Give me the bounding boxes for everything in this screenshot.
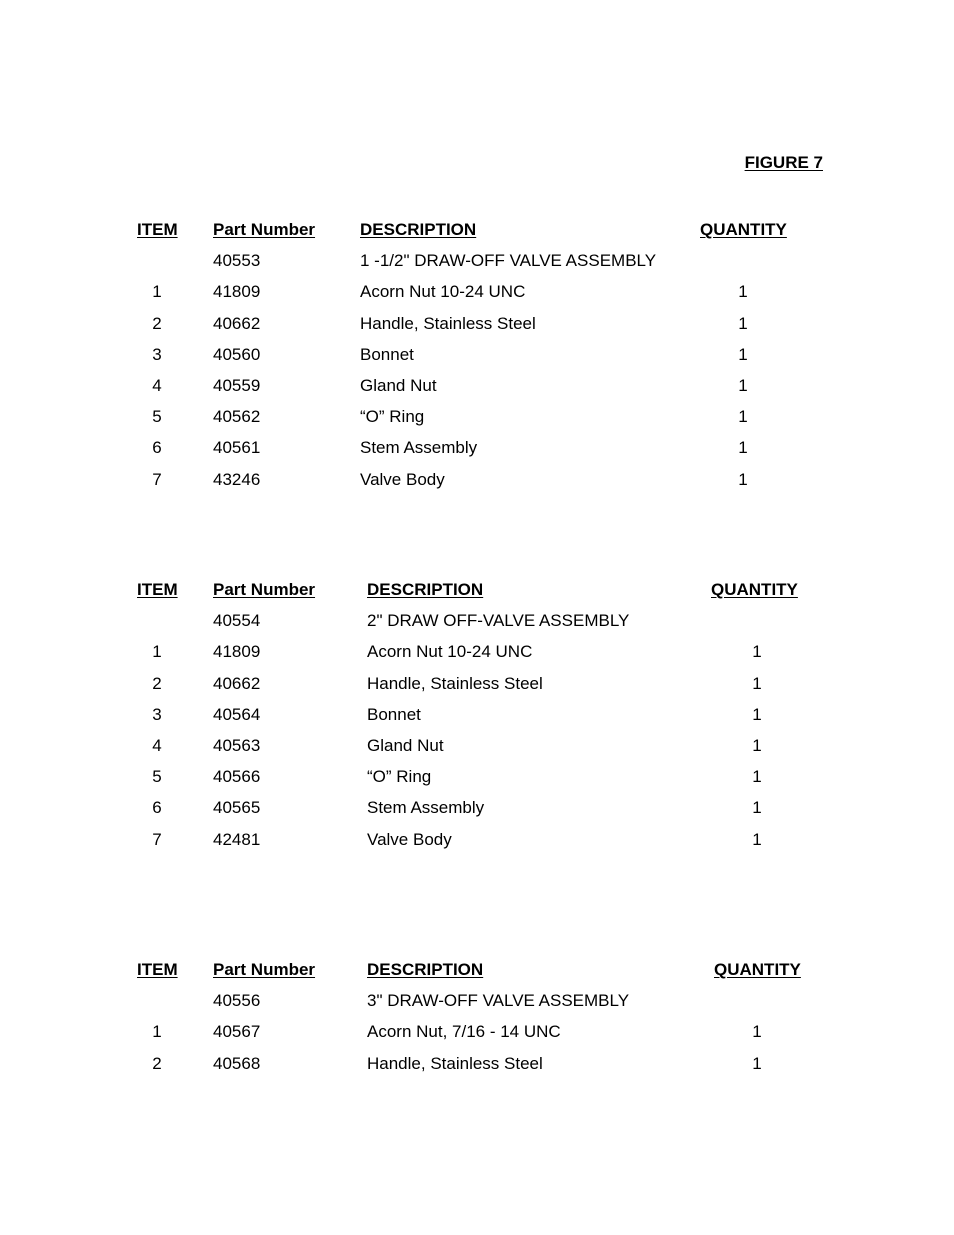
quantity: 1	[738, 313, 748, 333]
part-number: 42481	[213, 829, 261, 849]
header-quantity: QUANTITY	[711, 580, 798, 599]
item-number: 6	[152, 438, 162, 458]
item-number: 3	[152, 704, 162, 724]
description: Handle, Stainless Steel	[360, 313, 536, 333]
description: Gland Nut	[360, 376, 437, 395]
description: “O” Ring	[360, 407, 425, 427]
part-number: 40562	[213, 407, 261, 427]
part-number: 40568	[213, 1053, 261, 1073]
item-number: 2	[152, 313, 162, 333]
header-item: ITEM	[137, 960, 178, 979]
description: Gland Nut	[367, 736, 444, 755]
table-row	[0, 830, 954, 850]
description: Acorn Nut 10-24 UNC	[367, 642, 533, 662]
quantity: 1	[752, 767, 762, 787]
table-row	[0, 314, 954, 334]
item-number: 1	[152, 1022, 162, 1042]
assembly-description: 3" DRAW-OFF VALVE ASSEMBLY	[367, 991, 630, 1011]
quantity: 1	[738, 438, 748, 458]
part-number: 40567	[213, 1022, 261, 1042]
table-row	[0, 642, 954, 662]
quantity: 1	[738, 407, 748, 427]
quantity: 1	[752, 736, 762, 755]
description: Bonnet	[367, 704, 421, 724]
figure-label: FIGURE 7	[744, 153, 823, 172]
table-row	[0, 1022, 954, 1042]
quantity: 1	[752, 1053, 762, 1073]
header-description: DESCRIPTION	[367, 580, 484, 599]
quantity: 1	[738, 344, 748, 364]
header-part-number: Part Number	[213, 580, 316, 599]
quantity: 1	[752, 642, 762, 662]
assembly-part-number: 40553	[213, 251, 261, 271]
part-number: 40662	[213, 673, 261, 693]
header-description: DESCRIPTION	[367, 960, 484, 979]
table-row	[0, 798, 954, 818]
part-number: 40565	[213, 798, 261, 818]
item-number: 5	[152, 407, 162, 427]
header-item: ITEM	[137, 220, 178, 239]
table-row	[0, 282, 954, 302]
header-description: DESCRIPTION	[360, 220, 477, 239]
table-header	[0, 580, 954, 600]
header-quantity: QUANTITY	[714, 960, 801, 979]
description: “O” Ring	[367, 767, 432, 787]
assembly-part-number: 40554	[213, 611, 261, 631]
part-number: 40564	[213, 704, 261, 724]
description: Acorn Nut 10-24 UNC	[360, 282, 526, 302]
part-number: 40662	[213, 313, 261, 333]
description: Bonnet	[360, 344, 414, 364]
part-number: 41809	[213, 282, 261, 302]
description: Acorn Nut, 7/16 - 14 UNC	[367, 1022, 561, 1042]
item-number: 1	[152, 282, 162, 302]
assembly-description: 2" DRAW OFF-VALVE ASSEMBLY	[367, 611, 630, 631]
quantity: 1	[738, 376, 748, 395]
description: Stem Assembly	[360, 438, 478, 458]
table-row	[0, 345, 954, 365]
assembly-row	[0, 991, 954, 1011]
part-number: 41809	[213, 642, 261, 662]
item-number: 5	[152, 767, 162, 787]
description: Stem Assembly	[367, 798, 485, 818]
item-number: 3	[152, 344, 162, 364]
table-row	[0, 376, 954, 396]
header-item: ITEM	[137, 580, 178, 599]
table-row	[0, 1054, 954, 1074]
table-row	[0, 674, 954, 694]
quantity: 1	[752, 704, 762, 724]
assembly-description: 1 -1/2" DRAW-OFF VALVE ASSEMBLY	[360, 251, 657, 271]
part-number: 40560	[213, 344, 261, 364]
item-number: 7	[152, 469, 162, 489]
part-number: 40561	[213, 438, 261, 458]
description: Valve Body	[367, 829, 452, 849]
description: Handle, Stainless Steel	[367, 1053, 543, 1073]
quantity: 1	[738, 282, 748, 302]
table-row	[0, 407, 954, 427]
assembly-row	[0, 251, 954, 271]
table-row	[0, 705, 954, 725]
header-part-number: Part Number	[213, 960, 316, 979]
part-number: 43246	[213, 469, 261, 489]
header-part-number: Part Number	[213, 220, 316, 239]
table-row	[0, 438, 954, 458]
assembly-part-number: 40556	[213, 991, 261, 1011]
item-number: 4	[152, 376, 162, 395]
table-row	[0, 470, 954, 490]
item-number: 1	[152, 642, 162, 662]
quantity: 1	[752, 829, 762, 849]
item-number: 6	[152, 798, 162, 818]
table-header	[0, 960, 954, 980]
assembly-row	[0, 611, 954, 631]
quantity: 1	[752, 798, 762, 818]
description: Handle, Stainless Steel	[367, 673, 543, 693]
quantity: 1	[752, 673, 762, 693]
item-number: 4	[152, 736, 162, 755]
part-number: 40563	[213, 736, 261, 755]
item-number: 2	[152, 1053, 162, 1073]
quantity: 1	[752, 1022, 762, 1042]
quantity: 1	[738, 469, 748, 489]
table-row	[0, 736, 954, 756]
table-header	[0, 220, 954, 240]
description: Valve Body	[360, 469, 445, 489]
part-number: 40566	[213, 767, 261, 787]
header-quantity: QUANTITY	[700, 220, 787, 239]
table-row	[0, 767, 954, 787]
item-number: 7	[152, 829, 162, 849]
item-number: 2	[152, 673, 162, 693]
part-number: 40559	[213, 376, 261, 395]
